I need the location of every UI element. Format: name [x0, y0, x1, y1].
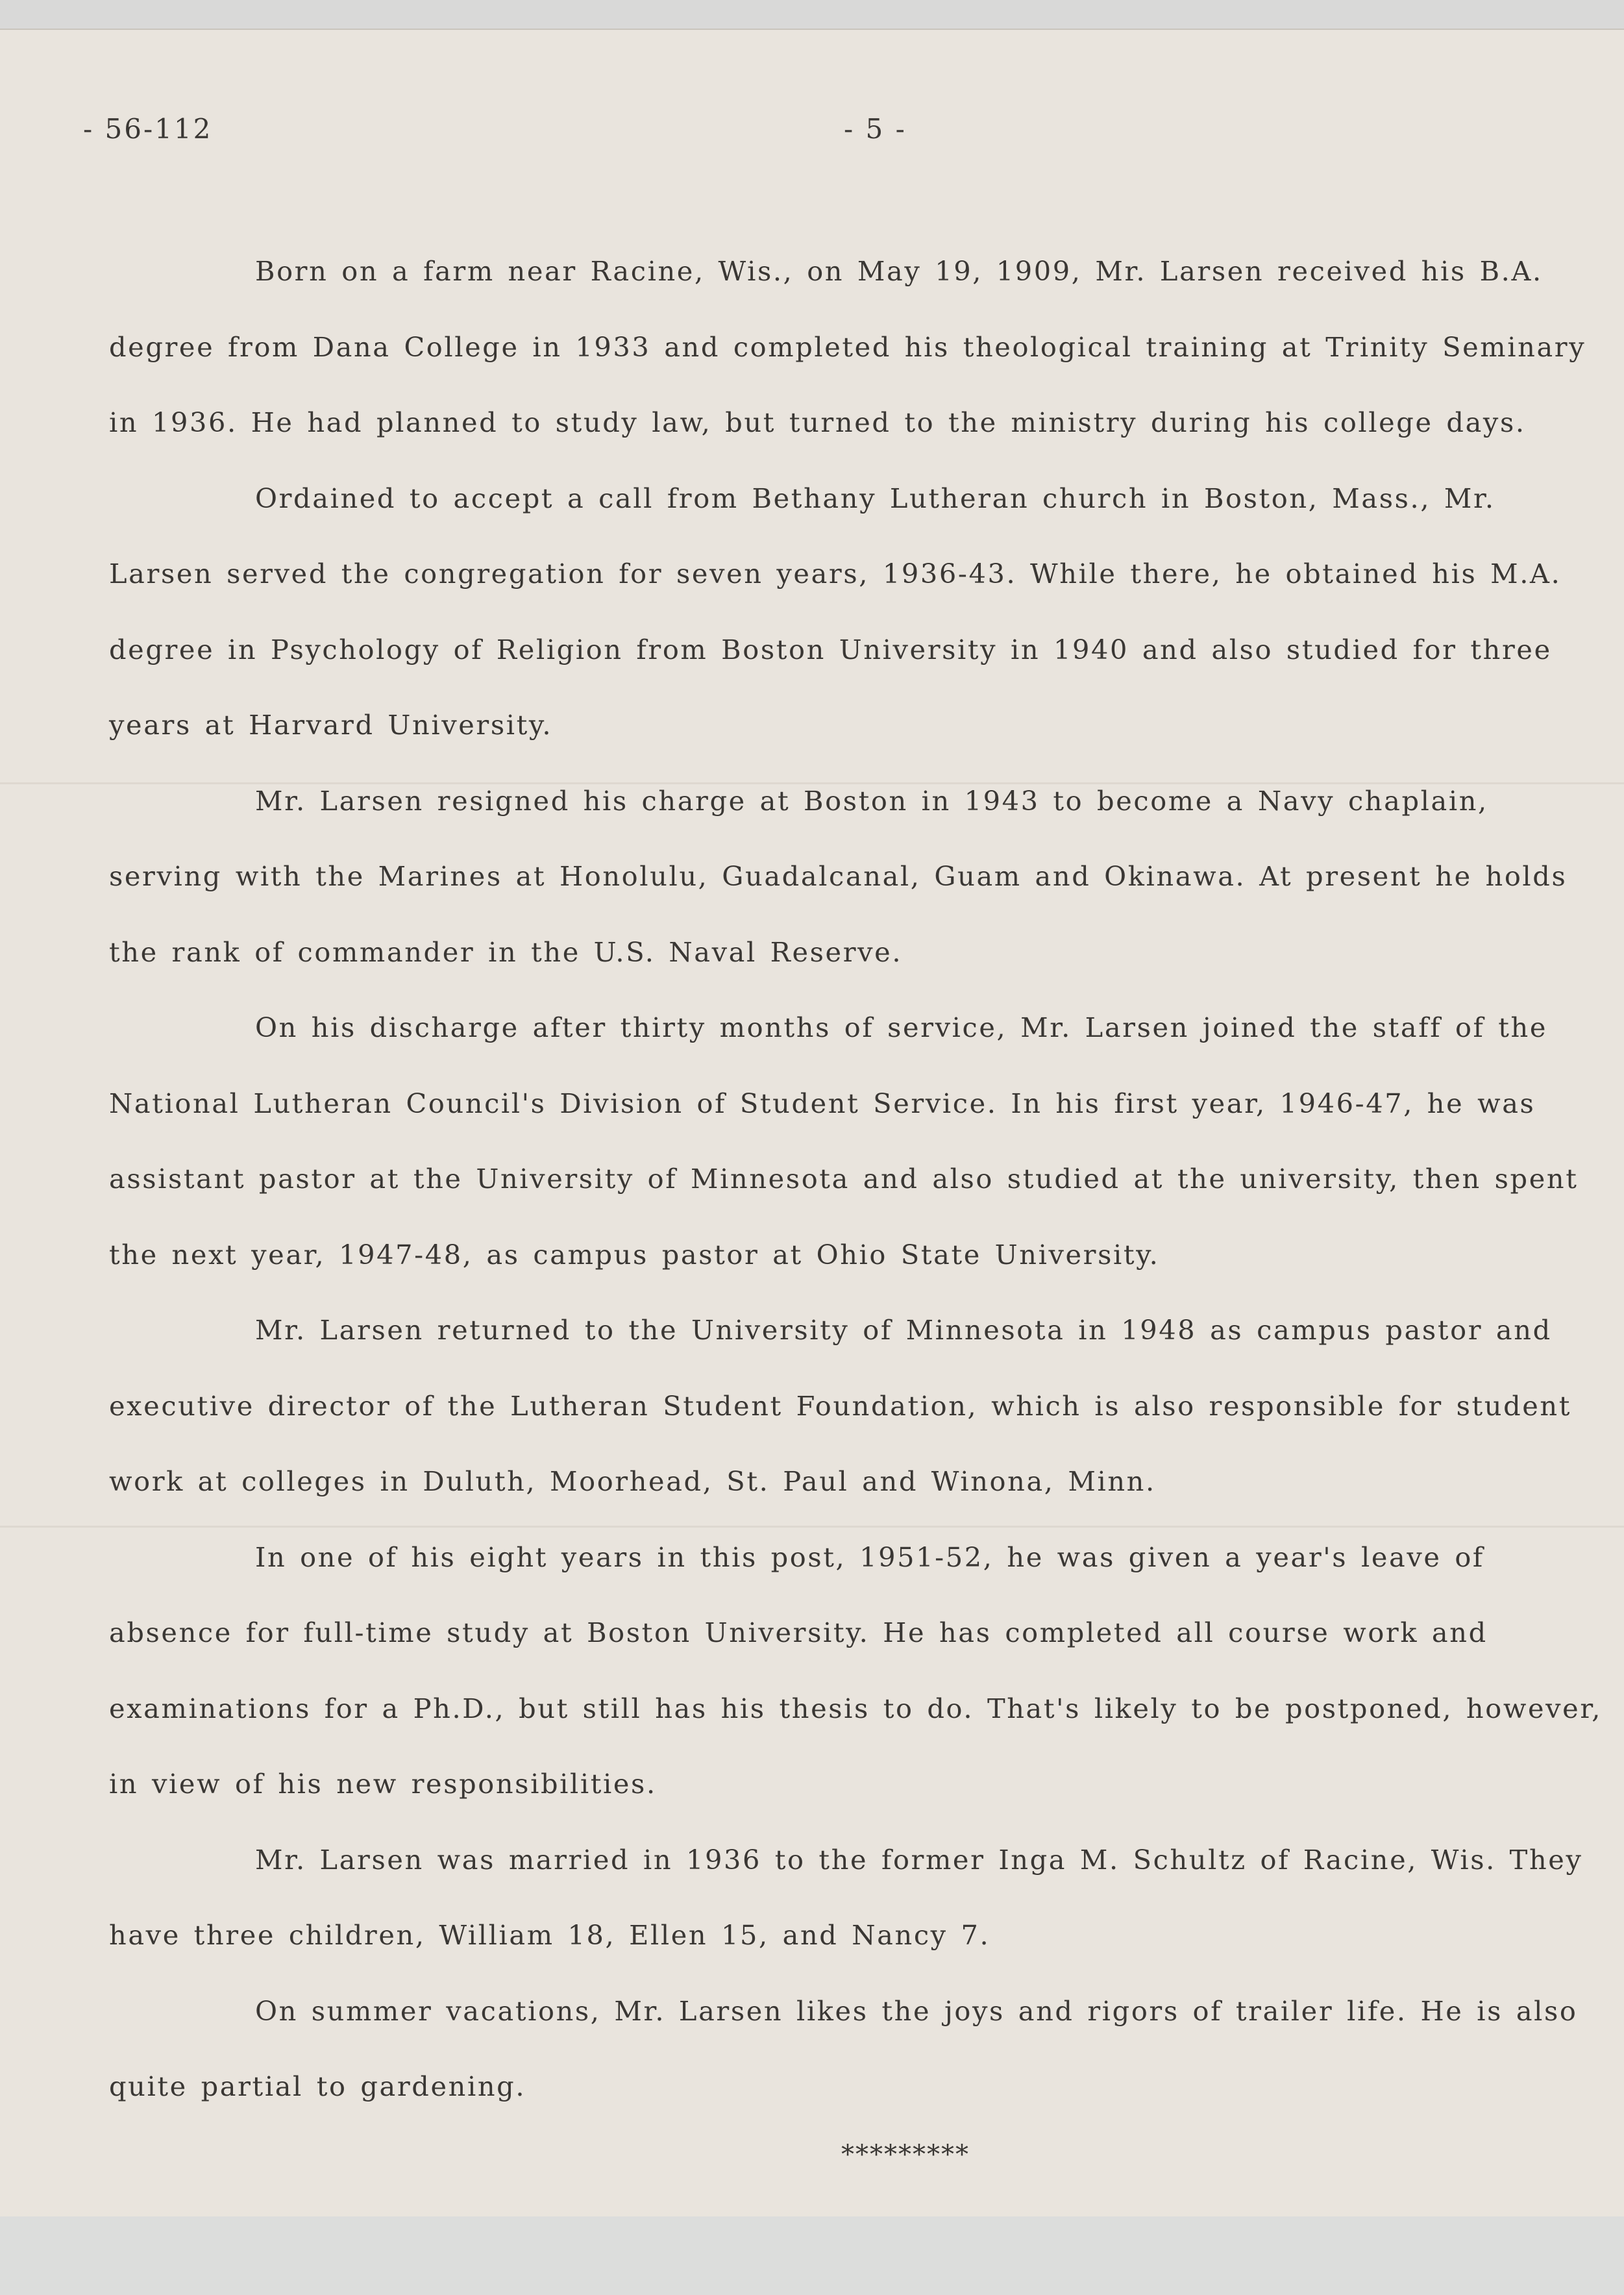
paragraph-boston-ministry: Ordained to accept a call from Bethany Lutheran church in Boston, Mass., Mr. Larsen served the congregation for seven years, 1936-43. While there, he obtained his M.A. degree in Psychology of Religion from Boston University in 1940 and also studied for three years at Harvard University.: [109, 482, 1562, 741]
paragraph-phd-study: In one of his eight years in this post, 1951-52, he was given a year's leave of absence for full-time study at Boston University. He has completed all course work and examinations for a Ph.D., but still has his thesis to do. That's likely to be postponed, however, in view of his new responsibilities.: [109, 1541, 1602, 1800]
paragraph-navy-chaplain: Mr. Larsen resigned his charge at Boston in 1943 to become a Navy chaplain, serving with the Marines at Honolulu, Guadalcanal, Guam and Okinawa. At present he holds the rank of commander in the U.S. Naval Reserve.: [109, 784, 1568, 968]
paragraph-minnesota-pastor: Mr. Larsen returned to the University of Minnesota in 1948 as campus pastor and executive director of the Lutheran Student Foundation, which is also responsible for student work at colleges in Duluth, Moorhead, St. Paul and Winona, Minn.: [109, 1314, 1572, 1497]
paragraph-family: Mr. Larsen was married in 1936 to the former Inga M. Schultz of Racine, Wis. They have three children, William 18, Ellen 15, and Nancy 7.: [109, 1843, 1583, 1951]
page-number: - 5 -: [844, 113, 907, 145]
paragraph-birth-education: Born on a farm near Racine, Wis., on May 19, 1909, Mr. Larsen received his B.A. degree from Dana College in 1933 and completed his theological training at Trinity Seminary in 1936. He had planned to study law, but turned to the ministry during his college days.: [109, 255, 1586, 438]
paragraph-student-service: On his discharge after thirty months of service, Mr. Larsen joined the staff of the National Lutheran Council's Division of Student Service. In his first year, 1946-47, he was assistant pastor at the University of Minnesota and also studied at the university, then spent the next year, 1947-48, as campus pastor at Ohio State University.: [109, 1011, 1579, 1271]
scan-top-margin: [0, 0, 1624, 29]
document-reference-number: - 56-112: [83, 113, 213, 145]
paragraph-hobbies: On summer vacations, Mr. Larsen likes the joys and rigors of trailer life. He is also quite partial to gardening.: [109, 1994, 1578, 2102]
scan-bottom-margin: [0, 2216, 1624, 2295]
document-body: [109, 234, 1608, 2125]
end-of-release-mark: *********: [841, 2140, 970, 2170]
